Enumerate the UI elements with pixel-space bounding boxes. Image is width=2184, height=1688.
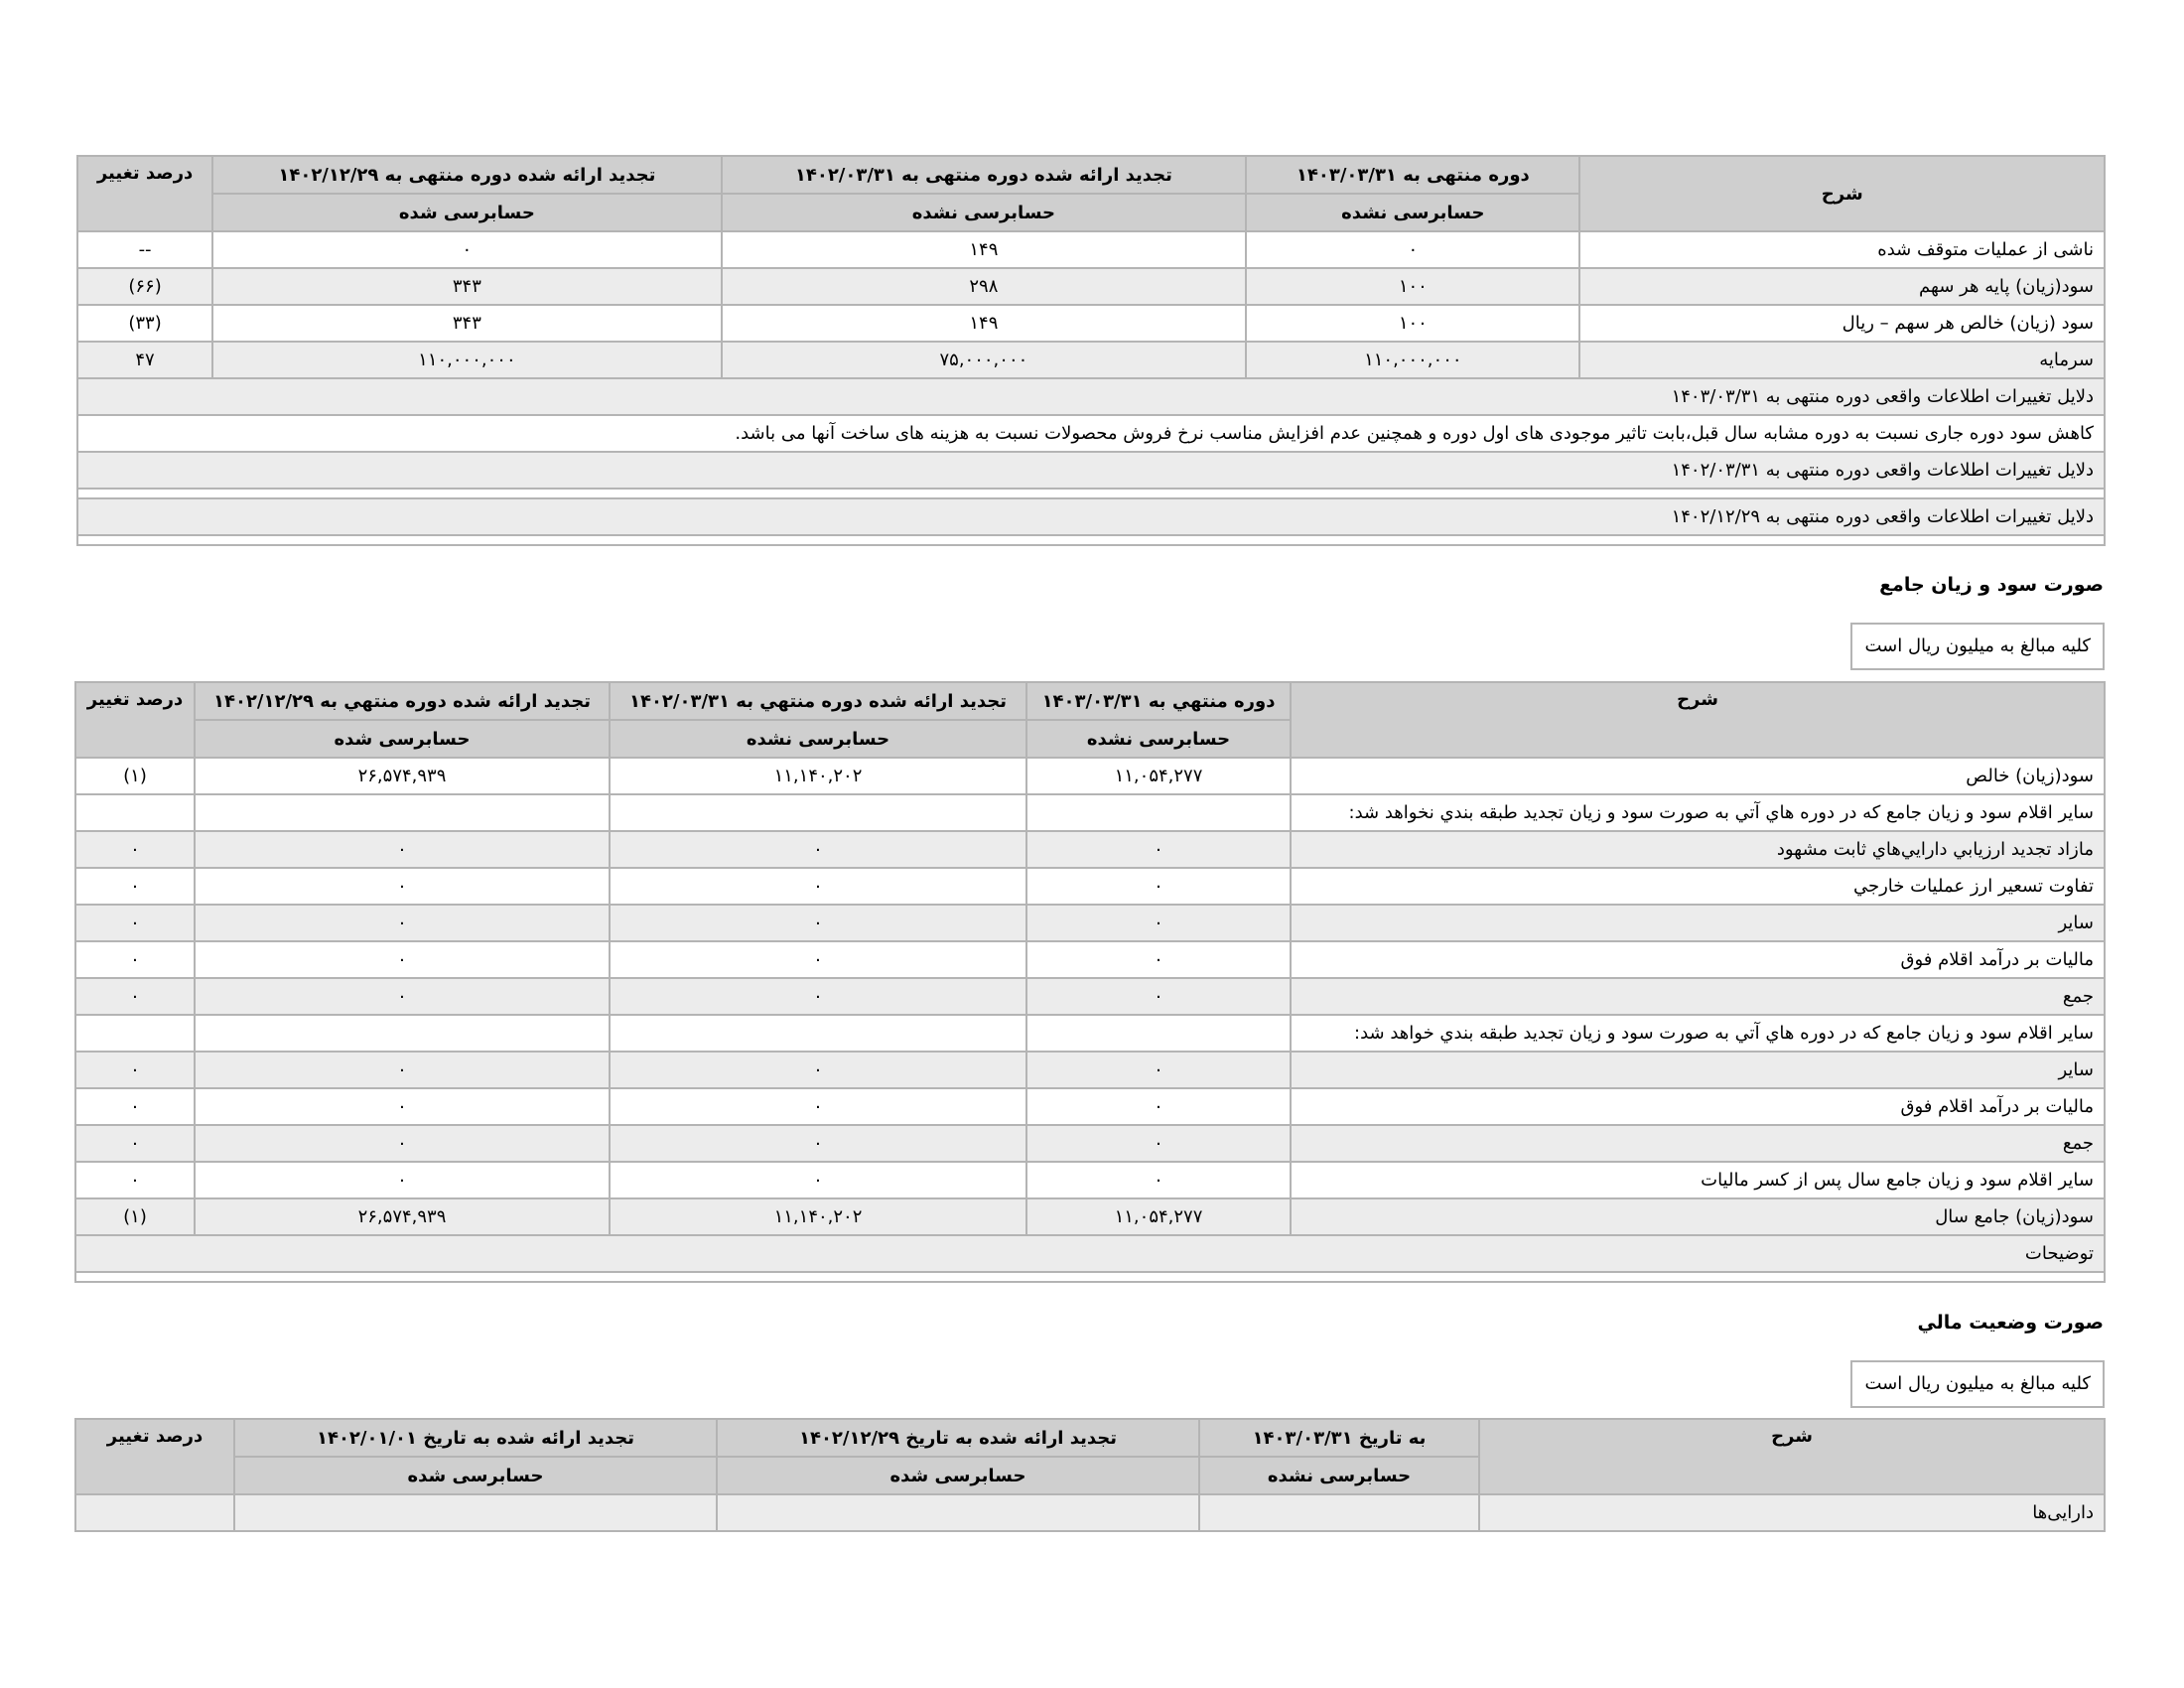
- value-cell: [717, 1494, 1199, 1531]
- value-cell: ۰: [610, 868, 1026, 905]
- value-cell: ۰: [1026, 868, 1291, 905]
- value-cell: ۰: [610, 978, 1026, 1015]
- header-audit-status: حسابرسی نشده: [1199, 1457, 1479, 1494]
- value-cell: ۱۴۹: [722, 231, 1247, 268]
- value-cell: ۰: [195, 831, 610, 868]
- row-label: سود(زیان) پایه هر سهم: [1579, 268, 2105, 305]
- value-cell: ۱۰۰: [1246, 305, 1579, 342]
- change-cell: ۰: [75, 1088, 195, 1125]
- table-row: [75, 905, 2105, 941]
- header-period-current: دوره منتهی به ۱۴۰۳/۰۳/۳۱: [1246, 156, 1579, 194]
- table-row: [75, 1015, 2105, 1052]
- change-cell: ۰: [75, 1125, 195, 1162]
- comprehensive-income-table: [74, 681, 2106, 1283]
- value-cell: ۰: [195, 978, 610, 1015]
- table-row: [77, 305, 2105, 342]
- value-cell: ۰: [195, 1125, 610, 1162]
- value-cell: ۰: [195, 941, 610, 978]
- header-change-percent: درصد تغییر: [75, 682, 195, 758]
- value-cell: ۰: [195, 1088, 610, 1125]
- value-cell: ۰: [610, 1125, 1026, 1162]
- value-cell: [610, 1015, 1026, 1052]
- value-cell: [610, 794, 1026, 831]
- value-cell: ۰: [212, 231, 722, 268]
- value-cell: [1026, 794, 1291, 831]
- value-cell: ۱۱۰,۰۰۰,۰۰۰: [212, 342, 722, 378]
- change-cell: ۰: [75, 868, 195, 905]
- reason-label: دلایل تغییرات اطلاعات واقعی دوره منتهی به ۱۴۰۳/۰۳/۳۱: [77, 378, 2105, 415]
- table-row: [75, 1198, 2105, 1235]
- header-desc: شرح: [1291, 682, 2105, 758]
- header-period-year: تجدید ارائه شده دوره منتهي به ۱۴۰۲/۱۲/۲۹: [195, 682, 610, 720]
- value-cell: ۰: [610, 1088, 1026, 1125]
- value-cell: ۰: [610, 1052, 1026, 1088]
- value-cell: ۰: [1026, 941, 1291, 978]
- header-period-prior: تجدید ارائه شده دوره منتهي به ۱۴۰۲/۰۳/۳۱: [610, 682, 1026, 720]
- table-row: [75, 758, 2105, 794]
- value-cell: ۱۱,۱۴۰,۲۰۲: [610, 1198, 1026, 1235]
- change-cell: ۰: [75, 978, 195, 1015]
- value-cell: ۱۱,۱۴۰,۲۰۲: [610, 758, 1026, 794]
- change-cell: ۰: [75, 831, 195, 868]
- change-cell: (۱): [75, 1198, 195, 1235]
- value-cell: ۰: [1026, 1052, 1291, 1088]
- financial-position-table: [74, 1418, 2106, 1532]
- change-cell: [75, 1015, 195, 1052]
- change-cell: (۳۳): [77, 305, 212, 342]
- row-label: جمع: [1291, 1125, 2105, 1162]
- row-label: تفاوت تسعير ارز عمليات خارجي: [1291, 868, 2105, 905]
- row-label: ماليات بر درآمد اقلام فوق: [1291, 941, 2105, 978]
- table-row: [77, 342, 2105, 378]
- table-row: [75, 1494, 2105, 1531]
- table-row: [77, 231, 2105, 268]
- header-audit-status: حسابرسی شده: [212, 194, 722, 231]
- table-row: [75, 1052, 2105, 1088]
- value-cell: ۰: [1246, 231, 1579, 268]
- value-cell: [234, 1494, 717, 1531]
- value-cell: ۰: [195, 1052, 610, 1088]
- value-cell: [1199, 1494, 1479, 1531]
- notes-label: توضیحات: [75, 1235, 2105, 1272]
- header-audit-status: حسابرسی شده: [717, 1457, 1199, 1494]
- header-audit-status: حسابرسی شده: [234, 1457, 717, 1494]
- value-cell: ۱۱,۰۵۴,۲۷۷: [1026, 1198, 1291, 1235]
- row-label: ساير اقلام سود و زيان جامع که در دوره هاي آتي به صورت سود و زيان تجديد طبقه بندي خواهد شد:: [1291, 1015, 2105, 1052]
- value-cell: ۰: [1026, 1088, 1291, 1125]
- header-period-current: به تاریخ ۱۴۰۳/۰۳/۳۱: [1199, 1419, 1479, 1457]
- value-cell: [1026, 1015, 1291, 1052]
- section-title-comprehensive-income: صورت سود و زیان جامع: [1879, 574, 2104, 596]
- currency-note: کلیه مبالغ به میلیون ریال است: [1850, 623, 2105, 670]
- header-change-percent: درصد تغییر: [75, 1419, 234, 1494]
- change-cell: (۶۶): [77, 268, 212, 305]
- header-audit-status: حسابرسی نشده: [610, 720, 1026, 758]
- value-cell: ۰: [610, 1162, 1026, 1198]
- table-row: [75, 1162, 2105, 1198]
- header-audit-status: حسابرسی شده: [195, 720, 610, 758]
- row-label: ساير: [1291, 905, 2105, 941]
- row-label: ناشی از عملیات متوقف شده: [1579, 231, 2105, 268]
- value-cell: ۰: [195, 868, 610, 905]
- empty-row: [75, 1272, 2105, 1282]
- value-cell: ۰: [1026, 1162, 1291, 1198]
- row-label: ساير اقلام سود و زيان جامع که در دوره هاي آتي به صورت سود و زيان تجديد طبقه بندي نخواهد شد:: [1291, 794, 2105, 831]
- row-label: ساير: [1291, 1052, 2105, 1088]
- row-label: سود (زیان) خالص هر سهم – ریال: [1579, 305, 2105, 342]
- value-cell: ۱۰۰: [1246, 268, 1579, 305]
- row-label: جمع: [1291, 978, 2105, 1015]
- header-period-prior: تجدید ارائه شده به تاریخ ۱۴۰۲/۱۲/۲۹: [717, 1419, 1199, 1457]
- value-cell: ۰: [1026, 978, 1291, 1015]
- currency-note: کلیه مبالغ به میلیون ریال است: [1850, 1360, 2105, 1408]
- header-audit-status: حسابرسی نشده: [1246, 194, 1579, 231]
- header-audit-status: حسابرسی نشده: [1026, 720, 1291, 758]
- header-period-year: تجدید ارائه شده به تاریخ ۱۴۰۲/۰۱/۰۱: [234, 1419, 717, 1457]
- change-cell: ۴۷: [77, 342, 212, 378]
- change-cell: [75, 1494, 234, 1531]
- table-row: [75, 831, 2105, 868]
- value-cell: ۱۱۰,۰۰۰,۰۰۰: [1246, 342, 1579, 378]
- table-row: [75, 794, 2105, 831]
- row-label: ساير اقلام سود و زيان جامع سال پس از کسر ماليات: [1291, 1162, 2105, 1198]
- change-cell: ۰: [75, 1162, 195, 1198]
- value-cell: ۳۴۳: [212, 268, 722, 305]
- header-period-prior: تجدید ارائه شده دوره منتهی به ۱۴۰۲/۰۳/۳۱: [722, 156, 1247, 194]
- row-label: سود(زيان) خالص: [1291, 758, 2105, 794]
- eps-table: [76, 155, 2106, 546]
- row-label: سود(زيان) جامع سال: [1291, 1198, 2105, 1235]
- value-cell: ۰: [610, 905, 1026, 941]
- value-cell: [195, 1015, 610, 1052]
- change-cell: --: [77, 231, 212, 268]
- value-cell: ۰: [195, 1162, 610, 1198]
- value-cell: ۲۶,۵۷۴,۹۳۹: [195, 758, 610, 794]
- header-period-current: دوره منتهي به ۱۴۰۳/۰۳/۳۱: [1026, 682, 1291, 720]
- change-cell: [75, 794, 195, 831]
- row-label: دارایی‌ها: [1479, 1494, 2105, 1531]
- value-cell: ۱۱,۰۵۴,۲۷۷: [1026, 758, 1291, 794]
- header-desc: شرح: [1479, 1419, 2105, 1494]
- change-cell: ۰: [75, 1052, 195, 1088]
- value-cell: ۰: [610, 831, 1026, 868]
- value-cell: ۲۶,۵۷۴,۹۳۹: [195, 1198, 610, 1235]
- change-cell: ۰: [75, 941, 195, 978]
- section-title-financial-position: صورت وضعیت مالي: [1917, 1312, 2104, 1334]
- header-audit-status: حسابرسی نشده: [722, 194, 1247, 231]
- change-cell: ۰: [75, 905, 195, 941]
- value-cell: ۲۹۸: [722, 268, 1247, 305]
- row-label: مازاد تجديد ارزيابي دارايي‌هاي ثابت مشهود: [1291, 831, 2105, 868]
- value-cell: ۰: [1026, 1125, 1291, 1162]
- reason-text: کاهش سود دوره جاری نسبت به دوره مشابه سال قبل،بابت تاثیر موجودی های اول دوره و همچنین عدم افزایش مناسب نرخ فروش محصولات نسبت به هزینه های ساخت آنها می باشد.: [77, 415, 2105, 452]
- empty-row: [77, 489, 2105, 498]
- reason-label: دلایل تغییرات اطلاعات واقعی دوره منتهی به ۱۴۰۲/۱۲/۲۹: [77, 498, 2105, 535]
- value-cell: [195, 794, 610, 831]
- table-row: [75, 1125, 2105, 1162]
- value-cell: ۰: [1026, 831, 1291, 868]
- header-period-year: تجدید ارائه شده دوره منتهی به ۱۴۰۲/۱۲/۲۹: [212, 156, 722, 194]
- row-label: ماليات بر درآمد اقلام فوق: [1291, 1088, 2105, 1125]
- value-cell: ۳۴۳: [212, 305, 722, 342]
- header-change-percent: درصد تغییر: [77, 156, 212, 231]
- table-row: [75, 868, 2105, 905]
- value-cell: ۷۵,۰۰۰,۰۰۰: [722, 342, 1247, 378]
- change-cell: (۱): [75, 758, 195, 794]
- value-cell: ۰: [195, 905, 610, 941]
- value-cell: ۱۴۹: [722, 305, 1247, 342]
- table-row: [75, 941, 2105, 978]
- header-desc: شرح: [1579, 156, 2105, 231]
- row-label: سرمایه: [1579, 342, 2105, 378]
- value-cell: ۰: [1026, 905, 1291, 941]
- empty-row: [77, 535, 2105, 545]
- reason-label: دلایل تغییرات اطلاعات واقعی دوره منتهی به ۱۴۰۲/۰۳/۳۱: [77, 452, 2105, 489]
- table-row: [75, 1088, 2105, 1125]
- value-cell: ۰: [610, 941, 1026, 978]
- table-row: [75, 978, 2105, 1015]
- table-row: [77, 268, 2105, 305]
